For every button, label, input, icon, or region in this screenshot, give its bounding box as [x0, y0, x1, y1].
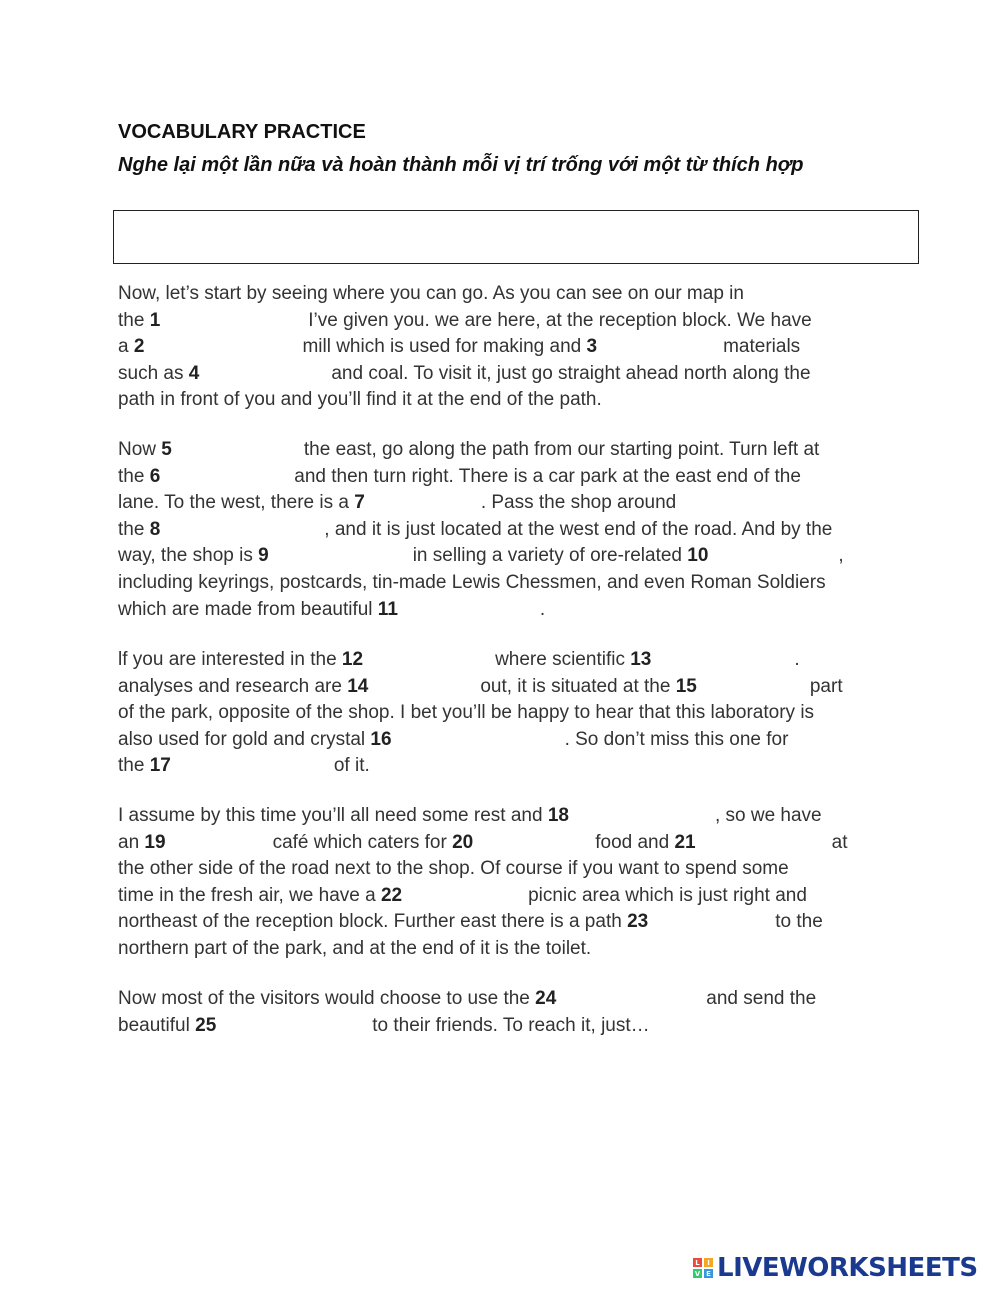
- passage-text: .: [539, 598, 546, 620]
- answer-blank[interactable]: [402, 886, 528, 906]
- liveworksheets-logo: [693, 1253, 978, 1283]
- passage-text: food and: [595, 831, 675, 853]
- passage-line: [118, 883, 888, 910]
- blank-number: 8: [149, 518, 161, 540]
- logo-text: LIVEWORKSHEETS: [717, 1253, 978, 1283]
- passage-paragraph-3: [118, 647, 888, 780]
- blank-number: 3: [586, 336, 598, 358]
- blank-number: 16: [370, 728, 392, 750]
- answer-blank[interactable]: [166, 833, 273, 853]
- passage-line: [118, 387, 888, 414]
- blank-number: 11: [377, 598, 398, 620]
- blank-number: 22: [380, 884, 403, 906]
- passage-text: Now: [118, 439, 162, 460]
- passage-line: [118, 727, 888, 754]
- passage-text: to the: [775, 911, 823, 933]
- passage-text: and coal. To visit it, just go straight ahead north along the: [331, 362, 811, 384]
- answer-blank[interactable]: [708, 546, 838, 566]
- answer-blank[interactable]: [216, 1016, 372, 1036]
- passage-line: [118, 986, 888, 1013]
- passage-text: including keyrings, postcards, tin-made Lewis Chessmen, and even Roman Soldiers: [118, 571, 826, 593]
- page-title: VOCABULARY PRACTICE: [118, 121, 366, 143]
- logo-square: L: [693, 1258, 702, 1267]
- passage-line: [118, 830, 888, 857]
- answer-blank[interactable]: [144, 337, 302, 357]
- passage-text: .: [794, 649, 800, 670]
- logo-square: E: [704, 1269, 713, 1278]
- passage-text: in selling a variety of ore-related: [412, 545, 688, 567]
- passage-text: the: [118, 518, 150, 540]
- passage-text: to their friends. To reach it, just…: [372, 1014, 650, 1036]
- blank-number: 4: [188, 362, 200, 384]
- passage-text: part: [809, 675, 843, 697]
- word-bank-box: [113, 210, 919, 264]
- passage-text: beautiful: [118, 1014, 196, 1036]
- passage-text: an: [118, 831, 145, 853]
- passage-line: [118, 909, 888, 936]
- answer-blank[interactable]: [160, 467, 294, 487]
- passage-line: [118, 1013, 888, 1040]
- answer-blank[interactable]: [651, 650, 794, 670]
- blank-number: 17: [149, 755, 171, 777]
- passage-text: also used for gold and crystal: [118, 728, 371, 750]
- logo-square: I: [704, 1258, 713, 1267]
- blank-number: 1: [149, 309, 161, 331]
- answer-blank[interactable]: [697, 677, 810, 697]
- passage-line: [118, 543, 888, 570]
- passage-text: a: [118, 336, 134, 358]
- blank-number: 21: [674, 831, 696, 853]
- passage-line: [118, 517, 888, 544]
- passage-text: way, the shop is: [118, 545, 259, 567]
- passage-text: analyses and research are: [118, 675, 348, 697]
- answer-blank[interactable]: [392, 730, 565, 750]
- passage-text: out, it is situated at the: [480, 675, 676, 697]
- passage-line: [118, 674, 888, 701]
- passage-text: of the park, opposite of the shop. I bet you’ll be happy to hear that this laboratory is: [118, 702, 815, 724]
- passage-text: ,: [838, 545, 844, 567]
- passage-line: [118, 700, 888, 727]
- passage-text: , and it is just located at the west end of the road. And by the: [324, 518, 833, 540]
- passage-text: Now most of the visitors would choose to use the: [118, 988, 536, 1009]
- blank-number: 18: [547, 805, 569, 826]
- answer-blank[interactable]: [199, 364, 331, 384]
- passage-paragraph-2: [118, 437, 888, 623]
- answer-blank[interactable]: [365, 493, 481, 513]
- passage-text: mill which is used for making and: [302, 336, 587, 358]
- blank-number: 6: [149, 465, 161, 487]
- blank-number: 23: [627, 911, 649, 933]
- passage-text: northern part of the park, and at the end of it is the toilet.: [118, 937, 592, 959]
- answer-blank[interactable]: [160, 520, 324, 540]
- blank-number: 15: [675, 675, 697, 697]
- answer-blank[interactable]: [556, 989, 706, 1009]
- passage-text: where scientific: [495, 649, 631, 670]
- blank-number: 7: [354, 492, 365, 514]
- passage-line: [118, 281, 888, 308]
- passage-text: path in front of you and you’ll find it at the end of the path.: [118, 389, 602, 411]
- passage-text: I’ve given you. we are here, at the reception block. We have: [308, 309, 812, 331]
- passage-text: the: [118, 309, 150, 331]
- passage-text: northeast of the reception block. Further east there is a path: [118, 911, 628, 933]
- passage-text: I assume by this time you’ll all need some rest and: [118, 805, 548, 826]
- passage-line: [118, 464, 888, 491]
- answer-blank[interactable]: [473, 833, 595, 853]
- passage-text: lf you are interested in the: [118, 649, 342, 670]
- blank-number: 2: [133, 336, 145, 358]
- passage-line: [118, 803, 888, 830]
- passage-text: the other side of the road next to the shop. Of course if you want to spend some: [118, 858, 789, 880]
- blank-number: 20: [452, 831, 474, 853]
- answer-blank[interactable]: [597, 337, 723, 357]
- answer-blank[interactable]: [648, 912, 775, 932]
- passage-text: , so we have: [714, 805, 822, 826]
- passage-text: such as: [118, 362, 189, 384]
- blank-number: 14: [347, 675, 369, 697]
- answer-blank[interactable]: [368, 677, 480, 697]
- page-subtitle: Nghe lại một lần nữa và hoàn thành mỗi vị trí trống với một từ thích hợp: [118, 154, 804, 176]
- passage-text: time in the fresh air, we have a: [118, 884, 381, 906]
- passage-text: . So don’t miss this one for: [564, 728, 789, 750]
- passage-text: . Pass the shop around: [480, 492, 677, 514]
- passage-line: [118, 597, 888, 624]
- passage-text: and send the: [706, 988, 817, 1009]
- passage-line: [118, 334, 888, 361]
- passage-text: materials: [723, 336, 801, 358]
- passage-paragraph-4: [118, 803, 888, 963]
- passage-paragraph-1: [118, 281, 888, 414]
- passage-text: lane. To the west, there is a: [118, 492, 355, 514]
- passage-text: which are made from beautiful: [118, 598, 378, 620]
- blank-number: 9: [258, 545, 269, 567]
- logo-squares-icon: [693, 1258, 713, 1278]
- answer-blank[interactable]: [696, 833, 832, 853]
- blank-number: 5: [161, 439, 172, 460]
- passage-line: [118, 647, 888, 674]
- passage-line: [118, 361, 888, 388]
- passage-text: and then turn right. There is a car park at the east end of the: [294, 465, 801, 487]
- passage-line: [118, 490, 888, 517]
- blank-number: 25: [195, 1014, 217, 1036]
- passage-paragraph-5: [118, 986, 888, 1039]
- blank-number: 10: [687, 545, 709, 567]
- blank-number: 24: [535, 988, 557, 1009]
- blank-number: 12: [341, 649, 364, 670]
- passage-text: café which caters for: [272, 831, 453, 853]
- blank-number: 19: [144, 831, 166, 853]
- passage-line: [118, 856, 888, 883]
- passage-text: at: [831, 831, 848, 853]
- answer-blank[interactable]: [171, 756, 334, 776]
- passage-line: [118, 570, 888, 597]
- passage-text: picnic area which is just right and: [528, 884, 807, 906]
- passage-text: the east, go along the path from our starting point. Turn left at: [303, 439, 820, 460]
- blank-number: 13: [630, 649, 652, 670]
- passage-line: [118, 936, 888, 963]
- passage-text: of it.: [333, 755, 370, 777]
- passage-line: [118, 308, 888, 335]
- answer-blank[interactable]: [363, 650, 495, 670]
- passage-text: the: [118, 755, 150, 777]
- passage-text: the: [118, 465, 150, 487]
- passage-line: [118, 753, 888, 780]
- logo-square: V: [694, 1269, 701, 1278]
- passage-line: [118, 437, 888, 464]
- answer-blank[interactable]: [160, 311, 308, 331]
- passage-text: Now, let’s start by seeing where you can go. As you can see on our map in: [118, 283, 744, 304]
- answer-blank[interactable]: [569, 806, 715, 826]
- answer-blank[interactable]: [172, 440, 304, 460]
- answer-blank[interactable]: [398, 600, 540, 620]
- answer-blank[interactable]: [269, 546, 413, 566]
